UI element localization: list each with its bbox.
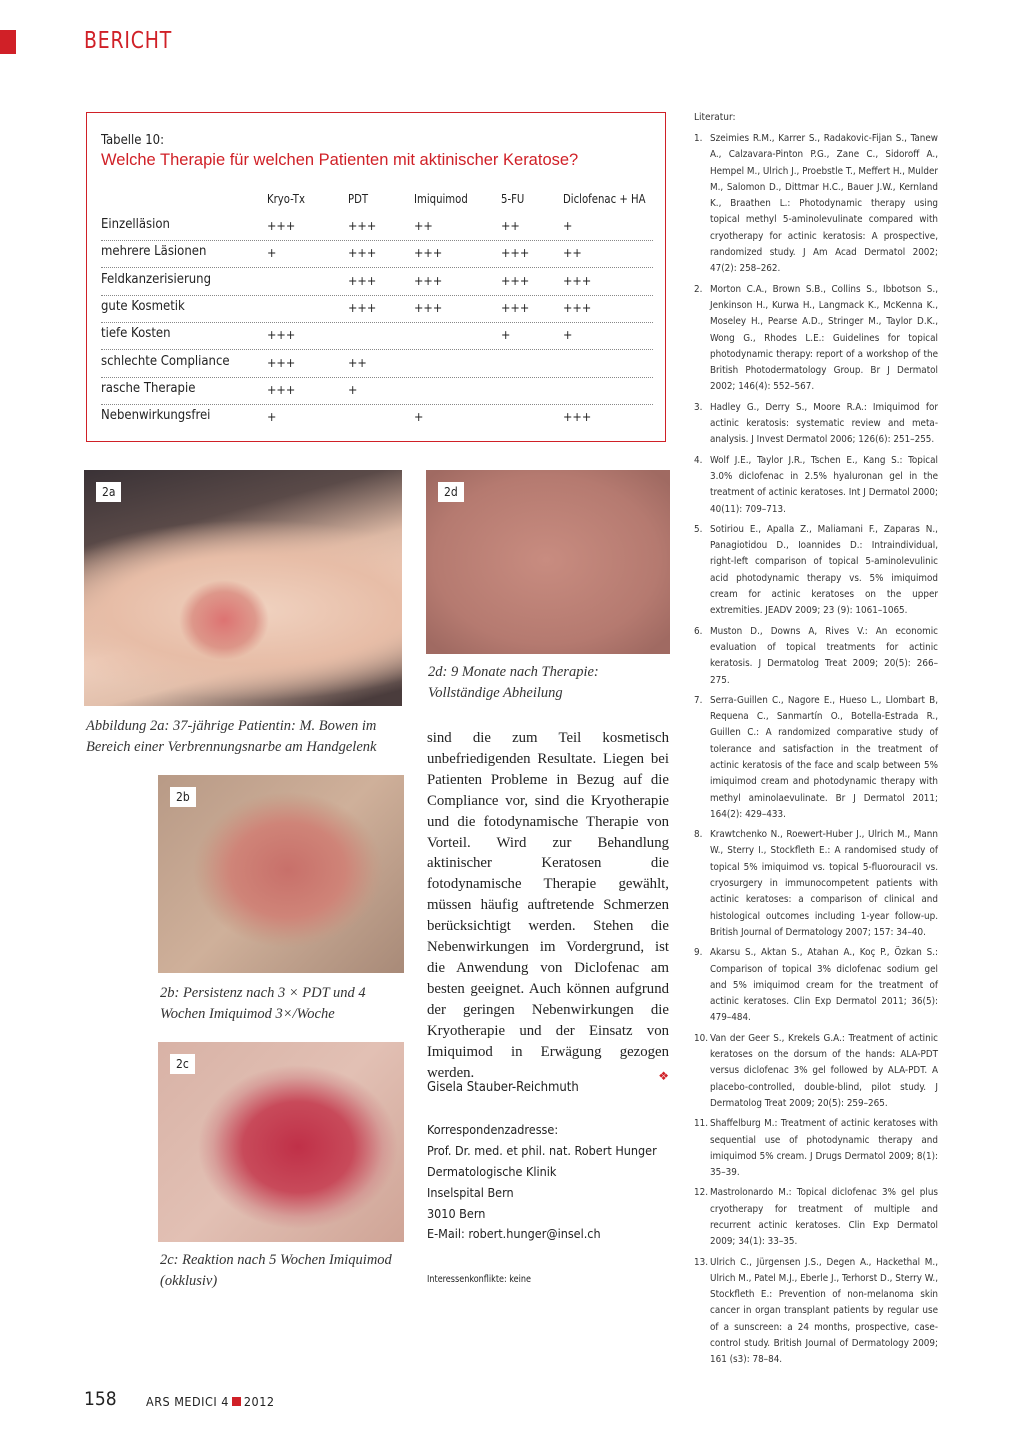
reference-number: 3. [694,401,703,413]
table-cell: + [501,327,511,343]
correspondence-line: Prof. Dr. med. et phil. nat. Robert Hunger [427,1143,657,1158]
table-cell: + [563,218,573,233]
reference-number: 10. [694,1032,709,1044]
table-cell: +++ [348,299,377,315]
table-cell: +++ [348,245,377,261]
row-label: Feldkanzerisierung [101,271,212,287]
reference-text: Ulrich C., Jürgensen J.S., Degen A., Hackethal M., Ulrich M., Patel M.J., Eberle J., Terhorst D., Sterry W., Stockfleth E.: Prevention of non-melanoma skin cancer in organ transplant patients by regular use of a sunscreen: a 24 months, prospective, case-control study. British Journal of Dermatology 2009; 161 (s3): 78–84. [710,1256,938,1366]
reference-text: Serra-Guillen C., Nagore E., Hueso L., Llombart B, Requena C., Sanmartín O., Botella-Estrada R., Guillen C.: A randomized comparative study of tolerance and satisfaction in the treatment of actinic keratosis of the face and scalp between 5% imiquimod cream and photodynamic therapy with methyl aminolaevulinate. Br J Dermatol 2011; 164(2): 429–433. [710,694,938,820]
table-row [101,322,653,350]
reference-text: Akarsu S., Aktan S., Atahan A., Koç P., Özkan S.: Comparison of topical 3% diclofenac sodium gel and 5% imiquimod cream for the treatment of actinic keratoses. Clin Exp Dermatol 2011; 36(5): 479–484. [710,947,938,1024]
table-cell: +++ [267,218,296,233]
reference-text: Shaffelburg M.: Treatment of actinic keratoses with sequential use of photodynamic therapy and imiquimod 5% cream. J Drugs Dermatol 2009; 8(1): 35–39. [710,1118,938,1179]
table-cell: +++ [563,299,592,315]
photo-2d [426,470,670,654]
square-icon [232,1397,241,1406]
reference-text: Van der Geer S., Krekels G.A.: Treatment of actinic keratoses on the dorsum of the hands: ALA-PDT versus diclofenac 3% gel followed by ALA-PDT. A placebo-controlled, double-blind, pilot study. J Dermatolog Treat 2009; 20(5): 259–265. [710,1032,938,1109]
reference-text: Sotiriou E., Apalla Z., Maliamani F., Zaparas N., Panagiotidou D., Ioannides D.: Intraindividual, right-left comparison of topical 5-aminolevulinic acid photodynamic therapy vs. 5% imiquimod cream for actinic keratoses on the upper extremities. JEADV 2009; 23 (9): 1061–1065. [710,523,938,617]
column-header: Kryo-Tx [267,191,305,206]
table-cell: +++ [414,272,443,288]
row-label: mehrere Läsionen [101,244,207,260]
table-cell: + [267,409,277,425]
correspondence-line: Dermatologische Klinik [427,1164,557,1179]
table-cell: +++ [414,245,443,261]
literature-list [694,131,938,1373]
reference-number: 9. [694,947,703,959]
table-row [101,350,653,378]
table-cell: + [563,327,573,343]
journal-year: 2012 [243,1394,275,1409]
column-header: PDT [348,191,369,206]
reference-number: 4. [694,454,703,466]
table-label: Tabelle 10: [101,133,165,148]
reference-text: Krawtchenko N., Roewert-Huber J., Ulrich M., Mann W., Sterry I., Stockfleth E.: A randomised study of topical 5% imiquimod vs. topical 5-fluorouracil vs. cryosurgery in immunocompetent patients with actinic keratoses: a comparison of clinical and histological outcomes including 1-year follow-up. British Journal of Dermatology 2007; 157: 34–40. [710,829,938,938]
table-cell: +++ [267,327,296,343]
table-row [101,377,653,405]
caption-2d: 2d: 9 Monate nach Therapie: Vollständige Abheilung [428,664,599,701]
table-cell: + [414,409,424,425]
author: Gisela Stauber-Reichmuth [427,1080,579,1095]
row-label: schlechte Compliance [101,353,230,369]
table-cell: +++ [267,381,296,397]
row-label: Nebenwirkungsfrei [101,408,211,424]
reference-number: 6. [694,625,703,637]
journal-name [146,1394,275,1409]
table-cell: +++ [348,272,377,288]
table-cell: +++ [414,299,443,315]
caption-2a: Abbildung 2a: 37-jährige Patientin: M. Bowen im Bereich einer Verbrennungsnarbe am Handgelenk [86,718,377,755]
end-mark-icon: ❖ [658,1068,669,1083]
reference-text: Morton C.A., Brown S.B., Collins S., Ibbotson S., Jenkinson H., Kurwa H., Langmack K., McKenna K., Moseley H., Pearse A.D., Stringer M., Taylor D.K., Wong G., Rhodes L.E.: Guidelines for topical photodynamic therapy: report of a workshop of the British Photodermatology Group. Br J Dermatol 2002; 146(4): 552–567. [710,283,938,393]
table-row [101,213,653,241]
reference-item [694,282,938,396]
column-header: Imiquimod [414,191,468,206]
reference-number: 13. [694,1256,709,1268]
reference-item [694,1116,938,1181]
correspondence-line: Inselspital Bern [427,1185,514,1200]
reference-text: Muston D., Downs A, Rives V.: An economic evaluation of topical treatments for actinic keratosis. J Dermatolog Treat 2009; 20(5): 266–275. [710,625,938,686]
conflicts-of-interest: Interessenkonflikte: keine [427,1274,532,1285]
therapy-table [86,112,666,442]
table-cell: +++ [563,272,592,288]
photo-2c [158,1042,404,1242]
reference-number: 8. [694,829,703,841]
reference-number: 12. [694,1187,709,1199]
photo-tag: 2a [96,482,121,502]
table-cell: + [267,245,277,261]
table-row [101,295,653,323]
reference-number: 5. [694,523,703,535]
table-cell: +++ [348,218,377,233]
table-row [101,404,653,431]
table-cell: +++ [563,409,592,425]
reference-item [694,400,938,449]
photo-tag: 2b [170,787,196,807]
reference-number: 2. [694,283,703,295]
correspondence-line: 3010 Bern [427,1206,486,1221]
correspondence-email[interactable]: E-Mail: robert.hunger@insel.ch [427,1226,601,1241]
body-text [427,728,669,1086]
reference-number: 11. [694,1118,709,1130]
reference-item [694,131,938,278]
reference-item [694,945,938,1026]
table-cell: ++ [348,354,367,370]
table-row [101,268,653,296]
reference-text: Hadley G., Derry S., Moore R.A.: Imiquimod for actinic keratosis: systematic review and meta-analysis. J Invest Dermatol 2006; 126(6): 251–255. [710,401,938,446]
reference-item [694,827,938,941]
caption-2c: 2c: Reaktion nach 5 Wochen Imiquimod (okklusiv) [160,1252,392,1289]
reference-item [694,1185,938,1250]
column-header: Diclofenac + HA [563,191,646,206]
table-cell: +++ [501,272,530,288]
reference-text: Szeimies R.M., Karrer S., Radakovic-Fijan S., Tanew A., Calzavara-Pinton P.G., Zane C., Sidoroff A., Hempel M., Ulrich J., Proebstle T., Meffert H., Mulder M., Salomon D., Dittmar H.C., Bauer J.W., Kernland K., Braathen L.: Photodynamic therapy using topical methyl 5-aminolevulinate compared with cryotherapy for actinic keratosis: A prospective, randomized study. J Am Acad Dermatol 2002; 47(2): 258–262. [710,133,938,275]
reference-number: 7. [694,694,703,706]
body-paragraph: sind die zum Teil kosmetisch unbefriedigenden Resultate. Liegen bei Patienten Probleme in Bezug auf die Compliance vor, sind die Kryotherapie und die fotodynamische Therapie von Vorteil. Wird zur Behandlung aktinischer Keratosen die fotodynamische Therapie gewählt, müssen häufig auftretende Schmerzen berücksichtigt werden. Stehen die Nebenwirkungen im Vordergrund, ist die Anwendung von Diclofenac am besten geeignet. Auch können aufgrund der geringen Nebenwirkungen die Kryotherapie und der Einsatz von Imiquimod in Erwägung gezogen werden. [427,730,669,1081]
photo-2a [84,470,402,706]
literature-heading: Literatur: [694,112,736,123]
reference-item [694,1031,938,1112]
table-cell: ++ [414,218,433,233]
reference-item [694,453,938,518]
correspondence-label: Korrespondenzadresse: [427,1122,559,1137]
table-cell: +++ [501,299,530,315]
section-title: BERICHT [84,28,173,54]
table-cell: ++ [501,218,520,233]
table-cell: +++ [501,245,530,261]
journal-title: ARS MEDICI 4 [146,1394,229,1409]
page-number: 158 [84,1388,117,1410]
header-accent-block [0,30,16,54]
reference-item [694,1255,938,1369]
row-label: gute Kosmetik [101,298,185,314]
row-label: Einzelläsion [101,217,170,232]
table-row [101,240,653,268]
row-label: tiefe Kosten [101,326,171,342]
column-header: 5-FU [501,191,525,206]
table-cell: + [348,381,358,397]
table-cell: ++ [563,245,582,261]
photo-2b [158,775,404,973]
reference-item [694,693,938,823]
photo-tag: 2c [170,1054,195,1074]
photo-tag: 2d [438,482,464,502]
table-cell: +++ [267,354,296,370]
row-label: rasche Therapie [101,380,196,396]
reference-item [694,522,938,620]
reference-text: Mastrolonardo M.: Topical diclofenac 3% gel plus cryotherapy for treatment of multiple and recurrent actinic keratoses. Clin Exp Dermatol 2009; 34(1): 33–35. [710,1187,938,1248]
caption-2b: 2b: Persistenz nach 3 × PDT und 4 Wochen Imiquimod 3×/Woche [160,985,366,1022]
reference-text: Wolf J.E., Taylor J.R., Tschen E., Kang S.: Topical 3.0% diclofenac in 2.5% hyaluronan gel in the treatment of actinic keratoses. Int J Dermatol 2000; 40(11): 709–713. [710,454,938,515]
table-title: Welche Therapie für welchen Patienten mit aktinischer Keratose? [101,151,579,169]
reference-number: 1. [694,133,703,144]
reference-item [694,624,938,689]
